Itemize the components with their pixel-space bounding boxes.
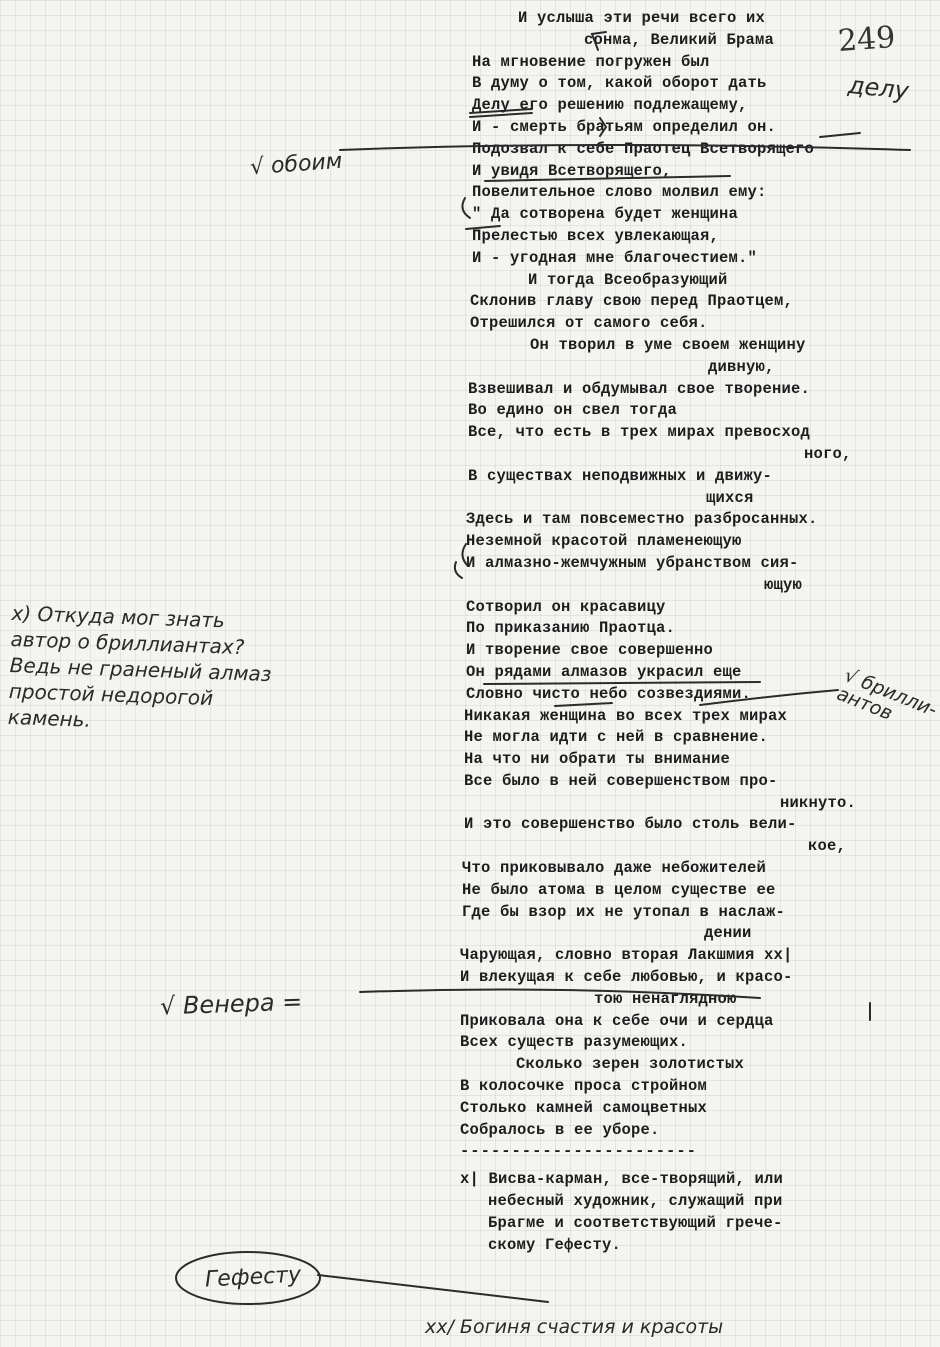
handwritten-insert-obkim: √ обоим	[249, 148, 344, 181]
typed-line: Все было в ней совершенством про-	[464, 771, 778, 790]
typed-line: Прелестью всех увлекающая,	[472, 226, 720, 245]
typed-line: Не могла идти с ней в сравнение.	[464, 728, 769, 747]
strikethrough-stroke	[466, 226, 500, 229]
typed-line: По приказанию Праотца.	[466, 619, 676, 638]
loop-stroke	[176, 1252, 320, 1304]
typed-line: Повелительное слово молвил ему:	[472, 183, 767, 202]
insertion-line-stroke	[318, 1275, 548, 1302]
footnote-line: Брагме и соответствующий грече-	[488, 1213, 783, 1232]
typed-line: дении	[704, 924, 752, 943]
typed-line: кое,	[808, 837, 847, 856]
typed-line: В существах неподвижных и движу-	[468, 466, 773, 485]
typed-line: ющую	[764, 575, 803, 594]
typed-line: никнуто.	[780, 793, 857, 812]
typed-line: В думу о том, какой оборот дать	[472, 74, 767, 93]
handwritten-footnote-xx: xx/ Богиня счастия и красоты	[425, 1316, 724, 1338]
typed-line: На мгновение погружен был	[472, 52, 710, 71]
typed-line: Столько камней самоцветных	[460, 1098, 708, 1117]
typed-line: Сотворил он красавицу	[466, 597, 666, 616]
handwritten-insert-delu: делу	[846, 70, 911, 106]
strikethrough-stroke	[470, 113, 532, 117]
typed-line: В колосочке проса стройном	[460, 1077, 708, 1096]
insertion-bracket-stroke	[592, 32, 606, 50]
strikethrough-stroke	[485, 176, 730, 181]
strikethrough-stroke	[820, 133, 860, 137]
footnote-line: скому Гефесту.	[488, 1235, 622, 1254]
insertion-bracket-stroke	[455, 562, 462, 578]
handwritten-insert-gefestu: Гефесту	[204, 1262, 302, 1293]
typed-line: И услыша эти речи всего их	[518, 9, 766, 27]
typed-line: И творение свое совершенно	[466, 641, 714, 660]
typed-line: тою ненаглядною	[594, 989, 737, 1008]
typed-line: И - угодная мне благочестием."	[472, 248, 758, 267]
margin-note-line: простой недорогой	[8, 678, 214, 711]
typed-line: И алмазно-жемчужным убранством сия-	[466, 553, 799, 572]
typed-line: Собралось в ее уборе.	[460, 1120, 660, 1139]
typed-line: На что ни обрати ты внимание	[464, 750, 731, 769]
typed-line: И увидя Всетворящего,	[472, 161, 672, 180]
typed-line: Всех существ разумеющих.	[460, 1033, 689, 1052]
typed-line: Где бы взор их не утопал в наслаж-	[462, 902, 786, 921]
typed-line: Словно чисто небо созвездиями.	[466, 684, 752, 703]
typed-line: щихся	[706, 488, 754, 507]
separator-line: -----------------------	[460, 1142, 697, 1161]
insertion-bracket-stroke	[600, 118, 606, 136]
typed-line: Делу его решению подлежащему,	[472, 96, 748, 115]
margin-note-line: камень.	[7, 704, 92, 732]
typed-line: И это совершенство было столь вели-	[464, 815, 797, 834]
footnote-line: x| Висва-карман, все-творящий, или	[460, 1170, 784, 1189]
typed-line: Склонив главу свою перед Праотцем,	[470, 292, 794, 311]
typed-line: Подозвал к себе Праотец Всетворящего	[472, 139, 815, 158]
strikethrough-stroke	[555, 703, 612, 706]
typed-line: Никакая женщина во всех трех мирах	[464, 706, 788, 725]
handwritten-insert-brilliants: √ брилли- антов	[833, 664, 940, 725]
insertion-bracket-stroke	[462, 198, 470, 218]
typed-line: Чарующая, словно вторая Лакшмия xx|	[460, 946, 793, 965]
typed-line: Не было атома в целом существе ее	[462, 880, 776, 899]
typed-line: И - смерть братьям определил он.	[472, 117, 777, 136]
typed-line: " Да сотворена будет женщина	[472, 205, 739, 224]
margin-note-line: х) Откуда мог знать	[11, 600, 226, 633]
handwritten-insert-venera: √ Венера =	[159, 987, 303, 1021]
typed-line: Неземной красотой пламенеющую	[466, 532, 742, 551]
typed-line: И влекущая к себе любовью, и красо-	[460, 968, 793, 987]
insertion-bracket-stroke	[462, 544, 468, 566]
typed-line: Здесь и там повсеместно разбросанных.	[466, 510, 818, 529]
page-number: 249	[836, 20, 897, 59]
strikethrough-stroke	[484, 682, 760, 684]
insertion-line-stroke	[360, 990, 760, 998]
typed-line: Сколько зерен золотистых	[516, 1055, 745, 1074]
typed-line: Во едино он свел тогда	[468, 401, 678, 420]
margin-note-line: автор о бриллиантах?	[10, 626, 245, 660]
typed-line: Он творил в уме своем женщину	[530, 335, 806, 354]
insertion-line-stroke	[340, 145, 910, 150]
strikethrough-stroke	[470, 109, 532, 113]
typed-line: Что приковывало даже небожителей	[462, 859, 767, 878]
typed-line: сонма, Великий Брама	[584, 30, 775, 49]
typed-line: Отрешился от самого себя.	[470, 314, 708, 333]
typed-line: Он рядами алмазов украсил еще	[466, 662, 742, 681]
typed-line: Все, что есть в трех мирах превосход	[468, 423, 811, 442]
insertion-line-stroke	[700, 690, 838, 705]
footnote-line: небесный художник, служащий при	[488, 1192, 783, 1211]
typed-line: Взвешивал и обдумывал свое творение.	[468, 379, 811, 398]
typed-line: дивную,	[708, 357, 775, 376]
typed-line: ного,	[804, 444, 852, 463]
typed-line: Приковала она к себе очи и сердца	[460, 1011, 774, 1030]
margin-note-line: Ведь не граненый алмаз	[9, 652, 272, 687]
typed-line: И тогда Всеобразующий	[528, 270, 728, 289]
